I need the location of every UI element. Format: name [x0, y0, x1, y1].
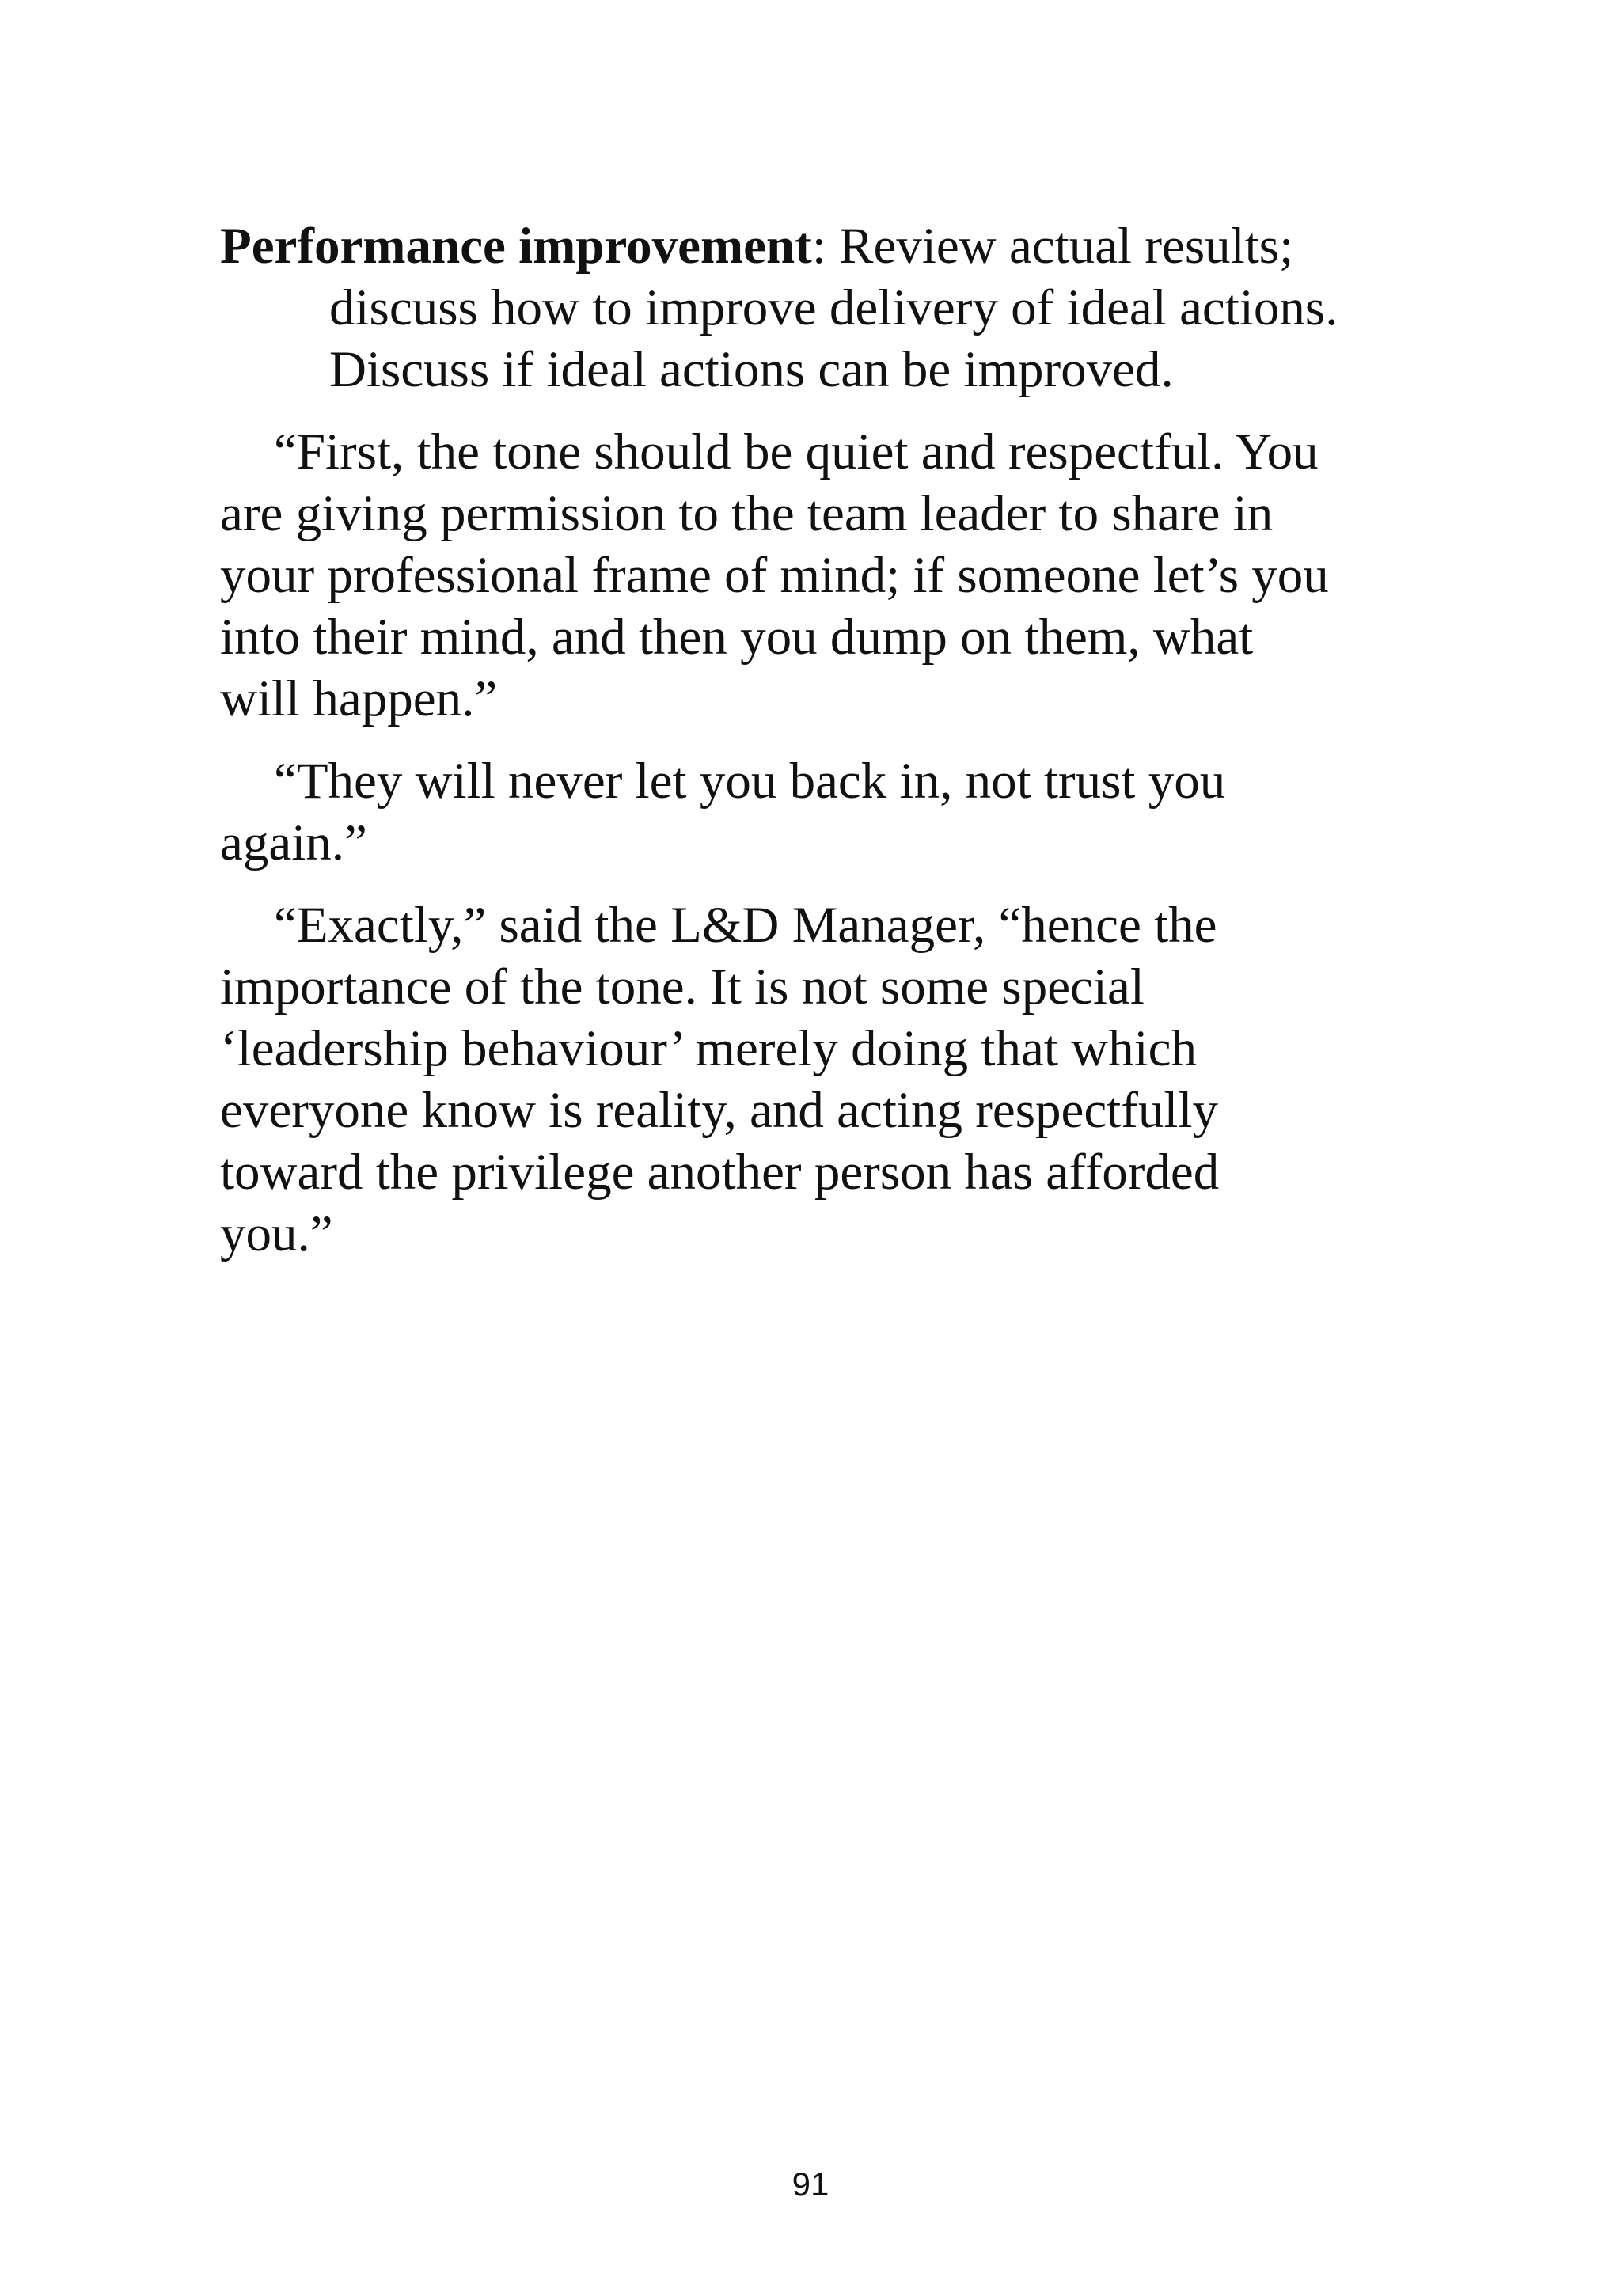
- paragraph-line: you.”: [220, 1205, 333, 1262]
- paragraph-line: again.”: [220, 814, 367, 871]
- paragraph-line: importance of the tone. It is not some special: [220, 958, 1145, 1015]
- paragraph-line: will happen.”: [220, 670, 498, 727]
- definition-line: discuss how to improve delivery of ideal actions.: [329, 279, 1338, 336]
- page-number: 91: [792, 2165, 829, 2203]
- definition-text: : Review actual results;: [811, 218, 1294, 275]
- page-body: [220, 215, 1423, 1285]
- paragraph-line: “Exactly,” said the L&D Manager, “hence the: [274, 897, 1217, 954]
- paragraph-line: are giving permission to the team leader to share in: [220, 485, 1274, 542]
- paragraph-exactly: [220, 894, 1423, 1265]
- paragraph-trust: [220, 750, 1423, 874]
- paragraph-line: everyone know is reality, and acting respectfully: [220, 1082, 1219, 1139]
- paragraph-line: your professional frame of mind; if someone let’s you: [220, 547, 1329, 604]
- paragraph-line: into their mind, and then you dump on them, what: [220, 609, 1254, 666]
- definition-line: Discuss if ideal actions can be improved.: [329, 341, 1174, 398]
- paragraph-line: “They will never let you back in, not trust you: [274, 753, 1226, 810]
- paragraph-tone: [220, 421, 1423, 730]
- paragraph-line: ‘leadership behaviour’ merely doing that which: [220, 1020, 1197, 1077]
- definition-first-line: [220, 215, 1423, 277]
- paragraph-line: “First, the tone should be quiet and respectful. You: [274, 423, 1319, 480]
- paragraph-line: toward the privilege another person has afforded: [220, 1144, 1220, 1201]
- definition-term: Performance improvement: [220, 218, 812, 275]
- definition-entry: [220, 215, 1423, 400]
